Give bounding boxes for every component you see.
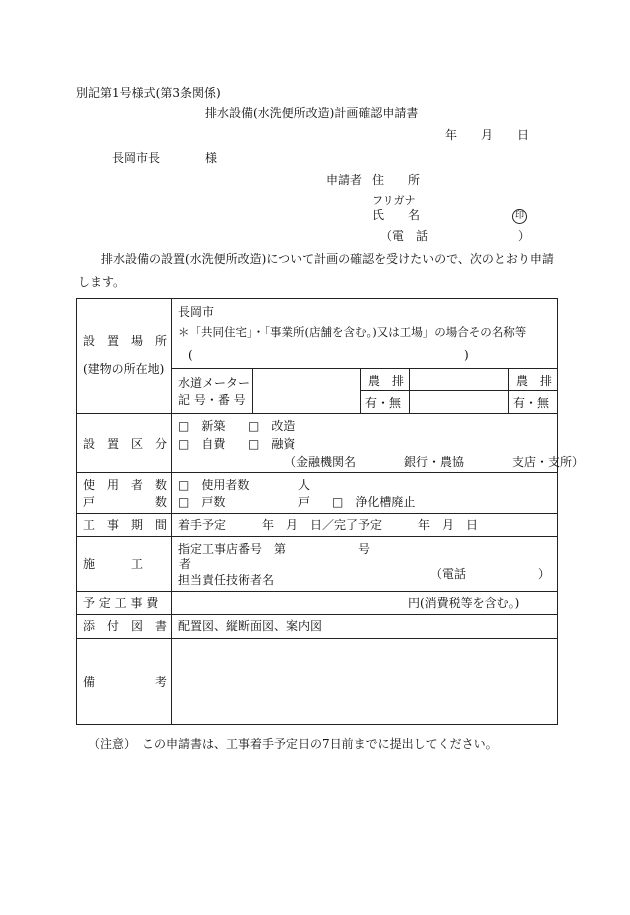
footer-note: （注意） この申請書は、工事着手予定日の7日前までに提出してください。 — [88, 737, 498, 751]
nouhai-label-1: 農 排 — [368, 374, 405, 388]
phone-close: ） — [518, 229, 531, 243]
contractor-value-cell — [172, 537, 558, 592]
name-label: 氏 名 — [372, 208, 421, 222]
addressee: 長岡市長 — [112, 151, 161, 165]
page-title: 排水設備(水洗便所改造)計画確認申請書 — [205, 106, 419, 120]
nouhai-label-2: 農 排 — [516, 374, 553, 388]
attachments-value-cell — [172, 615, 558, 639]
row-contractor — [77, 537, 558, 592]
seal-icon — [512, 208, 527, 224]
meter-label-1: 水道メーター — [178, 376, 251, 390]
location-value-cell — [172, 299, 558, 414]
row-cost — [77, 592, 558, 615]
category-label: 設 置 区 分 — [83, 437, 168, 451]
remarks-label-cell — [77, 639, 172, 725]
users-value-cell — [172, 473, 558, 514]
location-note: ＊「共同住宅」・「事業所(店舗を含む。)又は工場」の場合その名称等 — [178, 325, 527, 339]
yumu-option-1[interactable]: 有・無 — [365, 396, 402, 410]
form-number: 別記第1号様式(第3条関係) — [76, 86, 221, 100]
row-category — [77, 414, 558, 473]
meter-top-border — [172, 368, 557, 369]
intro-line-1: 排水設備の設置(水洗便所改造)について計画の確認を受けたいので、次のとおり申請 — [101, 252, 554, 266]
applicant-label: 申請者 — [326, 173, 363, 187]
contractor-label-cell — [77, 537, 192, 592]
application-form-table — [76, 298, 585, 725]
category-new-checkbox[interactable]: □ 新築 — [178, 419, 226, 433]
category-loan-checkbox[interactable]: □ 融資 — [248, 437, 296, 451]
location-paren-close: ) — [464, 348, 469, 362]
attachments-label-cell — [77, 615, 172, 639]
period-value-cell — [172, 514, 558, 537]
date-month: 月 — [481, 128, 494, 142]
location-label: 設 置 場 所 — [83, 334, 168, 348]
location-paren-open: ( — [188, 348, 193, 362]
users-count-checkbox[interactable]: □ 使用者数 — [178, 478, 250, 492]
location-label-cell — [77, 299, 172, 414]
category-value-cell — [172, 414, 585, 473]
category-self-funded-checkbox[interactable]: □ 自費 — [178, 437, 226, 451]
remarks-label-2: 考 — [155, 675, 168, 689]
cost-value: 円(消費税等を含む。) — [408, 596, 520, 610]
meter-divider-1 — [252, 368, 253, 413]
users-label-2: 戸 数 — [83, 495, 168, 509]
attachments-label: 添 付 図 書 — [83, 619, 168, 633]
remarks-label-1: 備 — [83, 675, 96, 689]
honorific: 様 — [205, 151, 218, 165]
responsible-engineer: 担当責任技術者名 — [178, 573, 275, 587]
households-unit: 戸 — [298, 495, 311, 509]
contractor-label: 施 工 者 — [83, 557, 192, 571]
meter-label-2: 記 号・番 号 — [178, 393, 246, 407]
location-city: 長岡市 — [178, 305, 215, 319]
furigana-label: フリガナ — [372, 194, 416, 207]
date-year: 年 — [445, 128, 458, 142]
row-remarks — [77, 639, 558, 725]
seal-text: 印 — [512, 209, 527, 224]
row-period — [77, 514, 558, 537]
meter-mid-border — [360, 390, 557, 391]
category-label-cell — [77, 414, 172, 473]
remarks-value-cell[interactable] — [172, 639, 558, 725]
users-label-1: 使 用 者 数 — [83, 478, 168, 492]
location-sublabel: (建物の所在地) — [83, 362, 165, 376]
septic-abolition-checkbox[interactable]: □ 浄化槽廃止 — [332, 495, 416, 509]
attachments-value: 配置図、縦断面図、案内図 — [178, 619, 323, 633]
phone-open: （電 話 — [380, 229, 429, 243]
cost-label: 予 定 工 事 費 — [83, 596, 159, 610]
users-unit: 人 — [298, 478, 311, 492]
period-label-cell — [77, 514, 172, 537]
contractor-phone: （電話 ） — [430, 567, 551, 581]
row-location — [77, 299, 558, 414]
users-label-cell — [77, 473, 172, 514]
households-checkbox[interactable]: □ 戸数 — [178, 495, 226, 509]
bank-line: （金融機関名 銀行・農協 支店・支所） — [284, 455, 585, 469]
address-label: 住 所 — [372, 173, 421, 187]
cost-label-cell — [77, 592, 172, 615]
period-label: 工 事 期 間 — [83, 518, 168, 532]
intro-line-2: します。 — [78, 275, 126, 289]
yumu-option-2[interactable]: 有・無 — [513, 396, 550, 410]
period-value: 着手予定 年 月 日／完了予定 年 月 日 — [178, 518, 479, 532]
cost-value-cell — [172, 592, 558, 615]
row-users — [77, 473, 558, 514]
date-day: 日 — [517, 128, 530, 142]
row-attachments — [77, 615, 558, 639]
category-renovation-checkbox[interactable]: □ 改造 — [248, 419, 296, 433]
designated-contractor-number: 指定工事店番号 第 号 — [178, 542, 371, 556]
